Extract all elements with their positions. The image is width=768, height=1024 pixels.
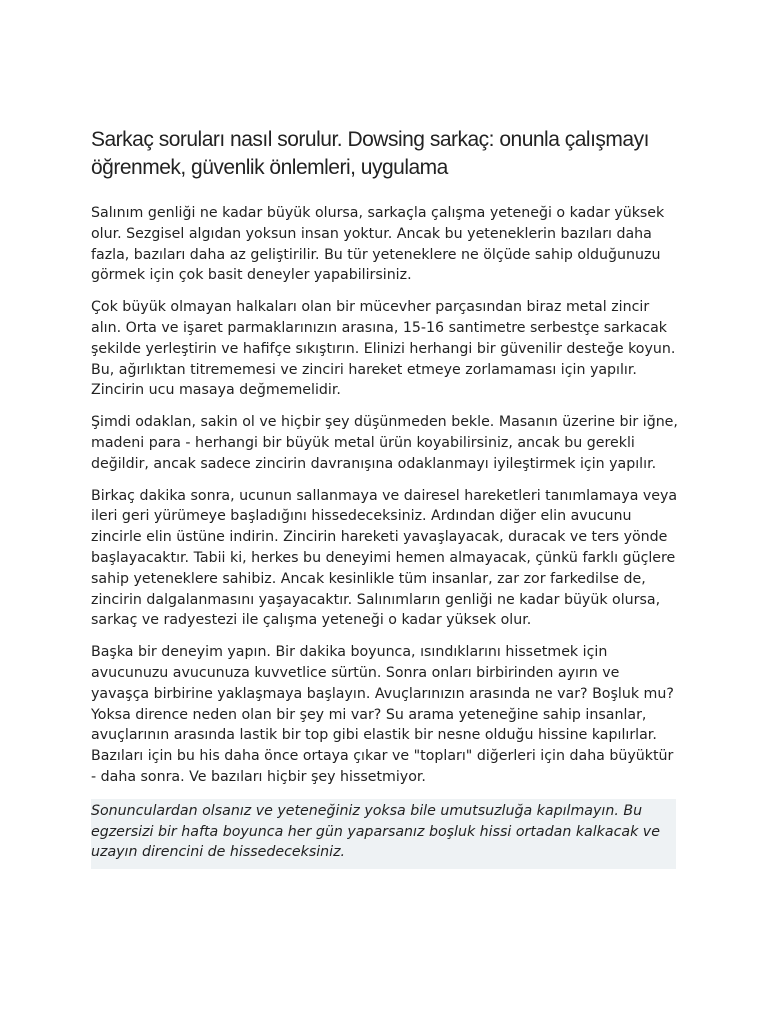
paragraph: Birkaç dakika sonra, ucunun sallanmaya ve dairesel hareketleri tanımlamaya veya ileri geri yürümeye başladığını hissedeceksiniz. Ardından diğer elin avucunu zincirle elin üstüne indirin. Zincirin hareketi yavaşlayacak, duracak ve ters yönde başlayacaktır. Tabii ki, herkes bu deneyimi hemen almayacak, çünkü farklı güçlere sahip yeteneklere sahibiz. Ancak kesinlikle tüm insanlar, zar zor farkedilse de, zincirin dalgalanmasını yaşayacaktır. Salınımların genliği ne kadar büyük olursa, sarkaç ve radyestezi ile çalışma yeteneği o kadar yüksek olur.	[91, 487, 678, 629]
paragraph: Çok büyük olmayan halkaları olan bir mücevher parçasından biraz metal zincir alın. Orta ve işaret parmaklarınızın arasına, 15-16 santimetre serbestçe sarkacak şekilde yerleştirin ve hafifçe sıkıştırın. Elinizi herhangi bir güvenilir desteğe koyun. Bu, ağırlıktan titrememesi ve zinciri hareket etmeye zorlamaması için yapılır. Zincirin ucu masaya değmemelidir.	[91, 299, 676, 399]
article-title: Sarkaç soruları nasıl sorulur. Dowsing sarkaç: onunla çalışmayı öğrenmek, güvenlik önlemleri, uygulama	[91, 128, 649, 179]
paragraph: Başka bir deneyim yapın. Bir dakika boyunca, ısındıklarını hissetmek için avucunuzu avucunuza kuvvetlice sürtün. Sonra onları birbirinden ayırın ve yavaşça birbirine yaklaşmaya başlayın. Avuçlarınızın arasında ne var? Boşluk mu? Yoksa dirence neden olan bir şey mi var? Su arama yeteneğine sahip insanlar, avuçlarının arasında lastik bir top gibi elastik bir nesne olduğu hissine kapılırlar. Bazıları için bu his daha önce ortaya çıkar ve "topları" diğerleri için daha büyüktür - daha sonra. Ve bazıları hiçbir şey hissetmiyor.	[91, 644, 674, 785]
highlighted-note: Sonunculardan olsanız ve yeteneğiniz yoksa bile umutsuzluğa kapılmayın. Bu egzersizi bir hafta boyunca her gün yaparsanız boşluk hissi ortadan kalkacak ve uzayın direncini de hissedeceksiniz.	[91, 799, 676, 869]
article	[91, 126, 679, 869]
paragraph: Salınım genliği ne kadar büyük olursa, sarkaçla çalışma yeteneği o kadar yüksek olur. Sezgisel algıdan yoksun insan yoktur. Ancak bu yeteneklerin bazıları daha fazla, bazıları daha az geliştirilir. Bu tür yeteneklere ne ölçüde sahip olduğunuzu görmek için çok basit deneyler yapabilirsiniz.	[91, 205, 665, 284]
paragraph: Şimdi odaklan, sakin ol ve hiçbir şey düşünmeden bekle. Masanın üzerine bir iğne, madeni para - herhangi bir büyük metal ürün koyabilirsiniz, ancak bu gerekli değildir, ancak sadece zincirin davranışına odaklanmayı iyileştirmek için yapılır.	[91, 414, 678, 472]
